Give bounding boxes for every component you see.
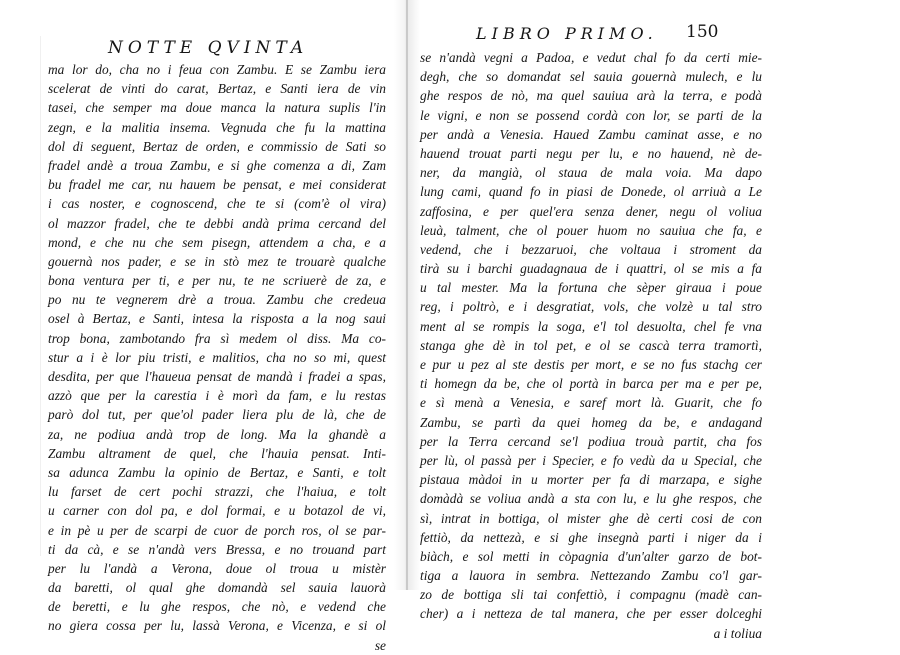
text-line: domàdà se voliua andà a sta con lu, e lu ghe respos, che [420,491,762,507]
running-header-left: NOTTE QVINTA [108,38,309,58]
text-line: no giera cossa per lu, lassà Verona, e Vicenza, e si ol [48,618,386,634]
text-line: per la Terra cercand se'l podiua trouà partit, cha fos [420,433,762,449]
text-line: leuà, talment, che ol pouer huom no sauiua che fa, e [420,222,762,238]
right-text-block [420,48,762,643]
text-line: trop bona, zambotando fra sì medem ol diss. Ma co- [48,330,386,346]
text-line: da baretti, ol qual ghe domandà sel sauia lauorà [48,580,386,596]
page-number: 150 [686,22,719,42]
text-line: ghe respos de nò, ma quel sauiua arà la terra, e podà [420,88,762,104]
text-line: fradel andè a troua Zambu, e si ghe comenza a di, Zam [48,157,386,173]
text-line: u carner con dol pa, e dol formai, e u botazol de vi, [48,503,386,519]
text-line: fettiò, da nettezà, e si ghe insegnà parti i niger da i [420,529,762,545]
text-line: ti da cà, e se n'andà vers Bressa, e no trouand part [48,541,386,557]
text-line: Zambu altrament de quel, che l'hauia pensat. Inti- [48,445,386,461]
text-line: ner, da mangià, ol staua de mala voia. Ma dapo [420,165,762,181]
text-line: se n'andà vegni a Padoa, e vedut chal fo da certi mie- [420,50,762,65]
text-line: ti homegn da be, che ol portà in barca per ma e per pe, [420,376,762,392]
text-line: po nu te vegnerem drè a troua. Zambu che credeua [48,292,386,308]
text-line: parò dol tut, per que'ol pader liera plu de là, che de [48,407,386,423]
text-line: le vigni, e non se possend cordà con lor, se parti de la [420,107,762,123]
left-page [48,8,386,653]
text-line: reg, i poltrò, e i desgratiat, vols, che volzè u tal stro [420,299,762,315]
text-line: lung cami, quand fo in piasi de Donede, ol arriuà a Le [420,184,762,200]
text-line: azzò que per la carestia i è morì da fam, e lu restas [48,388,386,404]
text-line: zaffosina, e per quel'era senza dener, negu ol voliua [420,203,762,219]
text-line: per andà a Venesia. Haued Zambu caminat asse, e no [420,126,762,142]
book-gutter [394,0,420,590]
text-line: dol di seguent, Bertaz de orden, e commissio de Sati so [48,138,386,154]
text-line: osel à Bertaz, e Santi, intesa la risposta a la nog saui [48,311,386,327]
text-line: bona ventura per ti, e per nu, te ne scriuerè de za, e [48,273,386,289]
text-line: za, ne podiua andà trop de long. Ma la ghandè a [48,426,386,442]
text-line: de beretti, e lu ghe respos, che nò, e vedend che [48,599,386,615]
text-line: zegn, e la malitia insema. Vegnuda che fu la mattina [48,119,386,135]
text-line: u tal mester. Ma la fortuna che sèper giraua i poue [420,280,762,296]
running-header-right: LIBRO PRIMO. [476,24,658,43]
text-line: hauend trouat parti negu per lu, e no hauend, nè de- [420,145,762,161]
text-line: scelerat de vinti do carat, Bertaz, e Santi iera de vin [48,81,386,97]
text-line: stanga ghe dè in tol pet, e ol se cascà terra tramortì, [420,337,762,353]
left-text-block [48,60,386,655]
text-line: a i toliua [713,625,762,641]
text-line: ment al se rompis la soga, e'l tol desuolta, chel fe vna [420,318,762,334]
text-line: se [374,637,386,653]
text-line: per lu l'andà a Verona, doue ol troua u mistèr [48,560,386,576]
text-line: mond, e che nu che sem pisegn, attendem a cha, e a [48,234,386,250]
text-line: per lù, ol passà per i Specier, e fo vedù da u Special, che [420,452,762,468]
text-line: pistaua màdoi in u morter per fa di marzapa, e sighe [420,472,762,488]
right-page [420,8,762,641]
page-edge [40,36,41,556]
text-line: tasei, che semper ma doue manca la natura suplis l'in [48,100,386,116]
text-line: ol mazzor fradel, che te debbi andà prima cercand del [48,215,386,231]
text-line: cher) a i netteza de tal manera, che per esser dolceghi [420,606,762,622]
text-line: stur a i è lor piu tristi, e malitios, cha no so mi, quest [48,349,386,365]
text-line: i cas noster, e cognoscend, che te si (com'è ol vira) [48,196,386,212]
text-line: sa adunca Zambu la opinio de Bertaz, e Santi, e tolt [48,464,386,480]
text-line: biàch, e sol metti in còpagnia d'un'alter garzo de bot- [420,548,762,564]
text-line: zo de bottiga sli tai confettiò, i compagnu (madè can- [420,587,762,603]
text-line: degh, che so domandat sel sauia gouernà mulech, e lu [420,69,762,85]
text-line: e sì menà a Venesia, e saref mort là. Guarit, che fo [420,395,762,411]
text-line: tiga a lauora in sembra. Nettezando Zambu co'l gar- [420,568,762,584]
text-line: gouernà nos pader, e se in stò mez te trouarè qualche [48,253,386,269]
text-line: sì, intrat in bottiga, ol mister ghe dè certi cosi de con [420,510,762,526]
text-line: bu fradel me car, nu hauem be pensat, e mei considerat [48,177,386,193]
text-line: Zambu, se partì da quei homeg da be, e andagand [420,414,762,430]
text-line: tirà su i barchi guadagnaua de i quattri, ol se mis a fa [420,261,762,277]
text-line: e pur u pez al ste destis per mort, e se no fus stachg cer [420,357,762,372]
text-line: e in pè u per de scarpi de cuor de porch ros, ol se par- [48,522,386,538]
text-line: desdita, per que l'haueua pensat de mandà i fradei a spas, [48,369,386,384]
text-line: lu farset de cert pochi strazzi, che l'haiua, e tolt [48,484,386,500]
text-line: ma lor do, cha no i feua con Zambu. E se Zambu iera [48,62,386,77]
text-line: vedend, che i bezzaruoi, che voltaua i stroment da [420,241,762,257]
